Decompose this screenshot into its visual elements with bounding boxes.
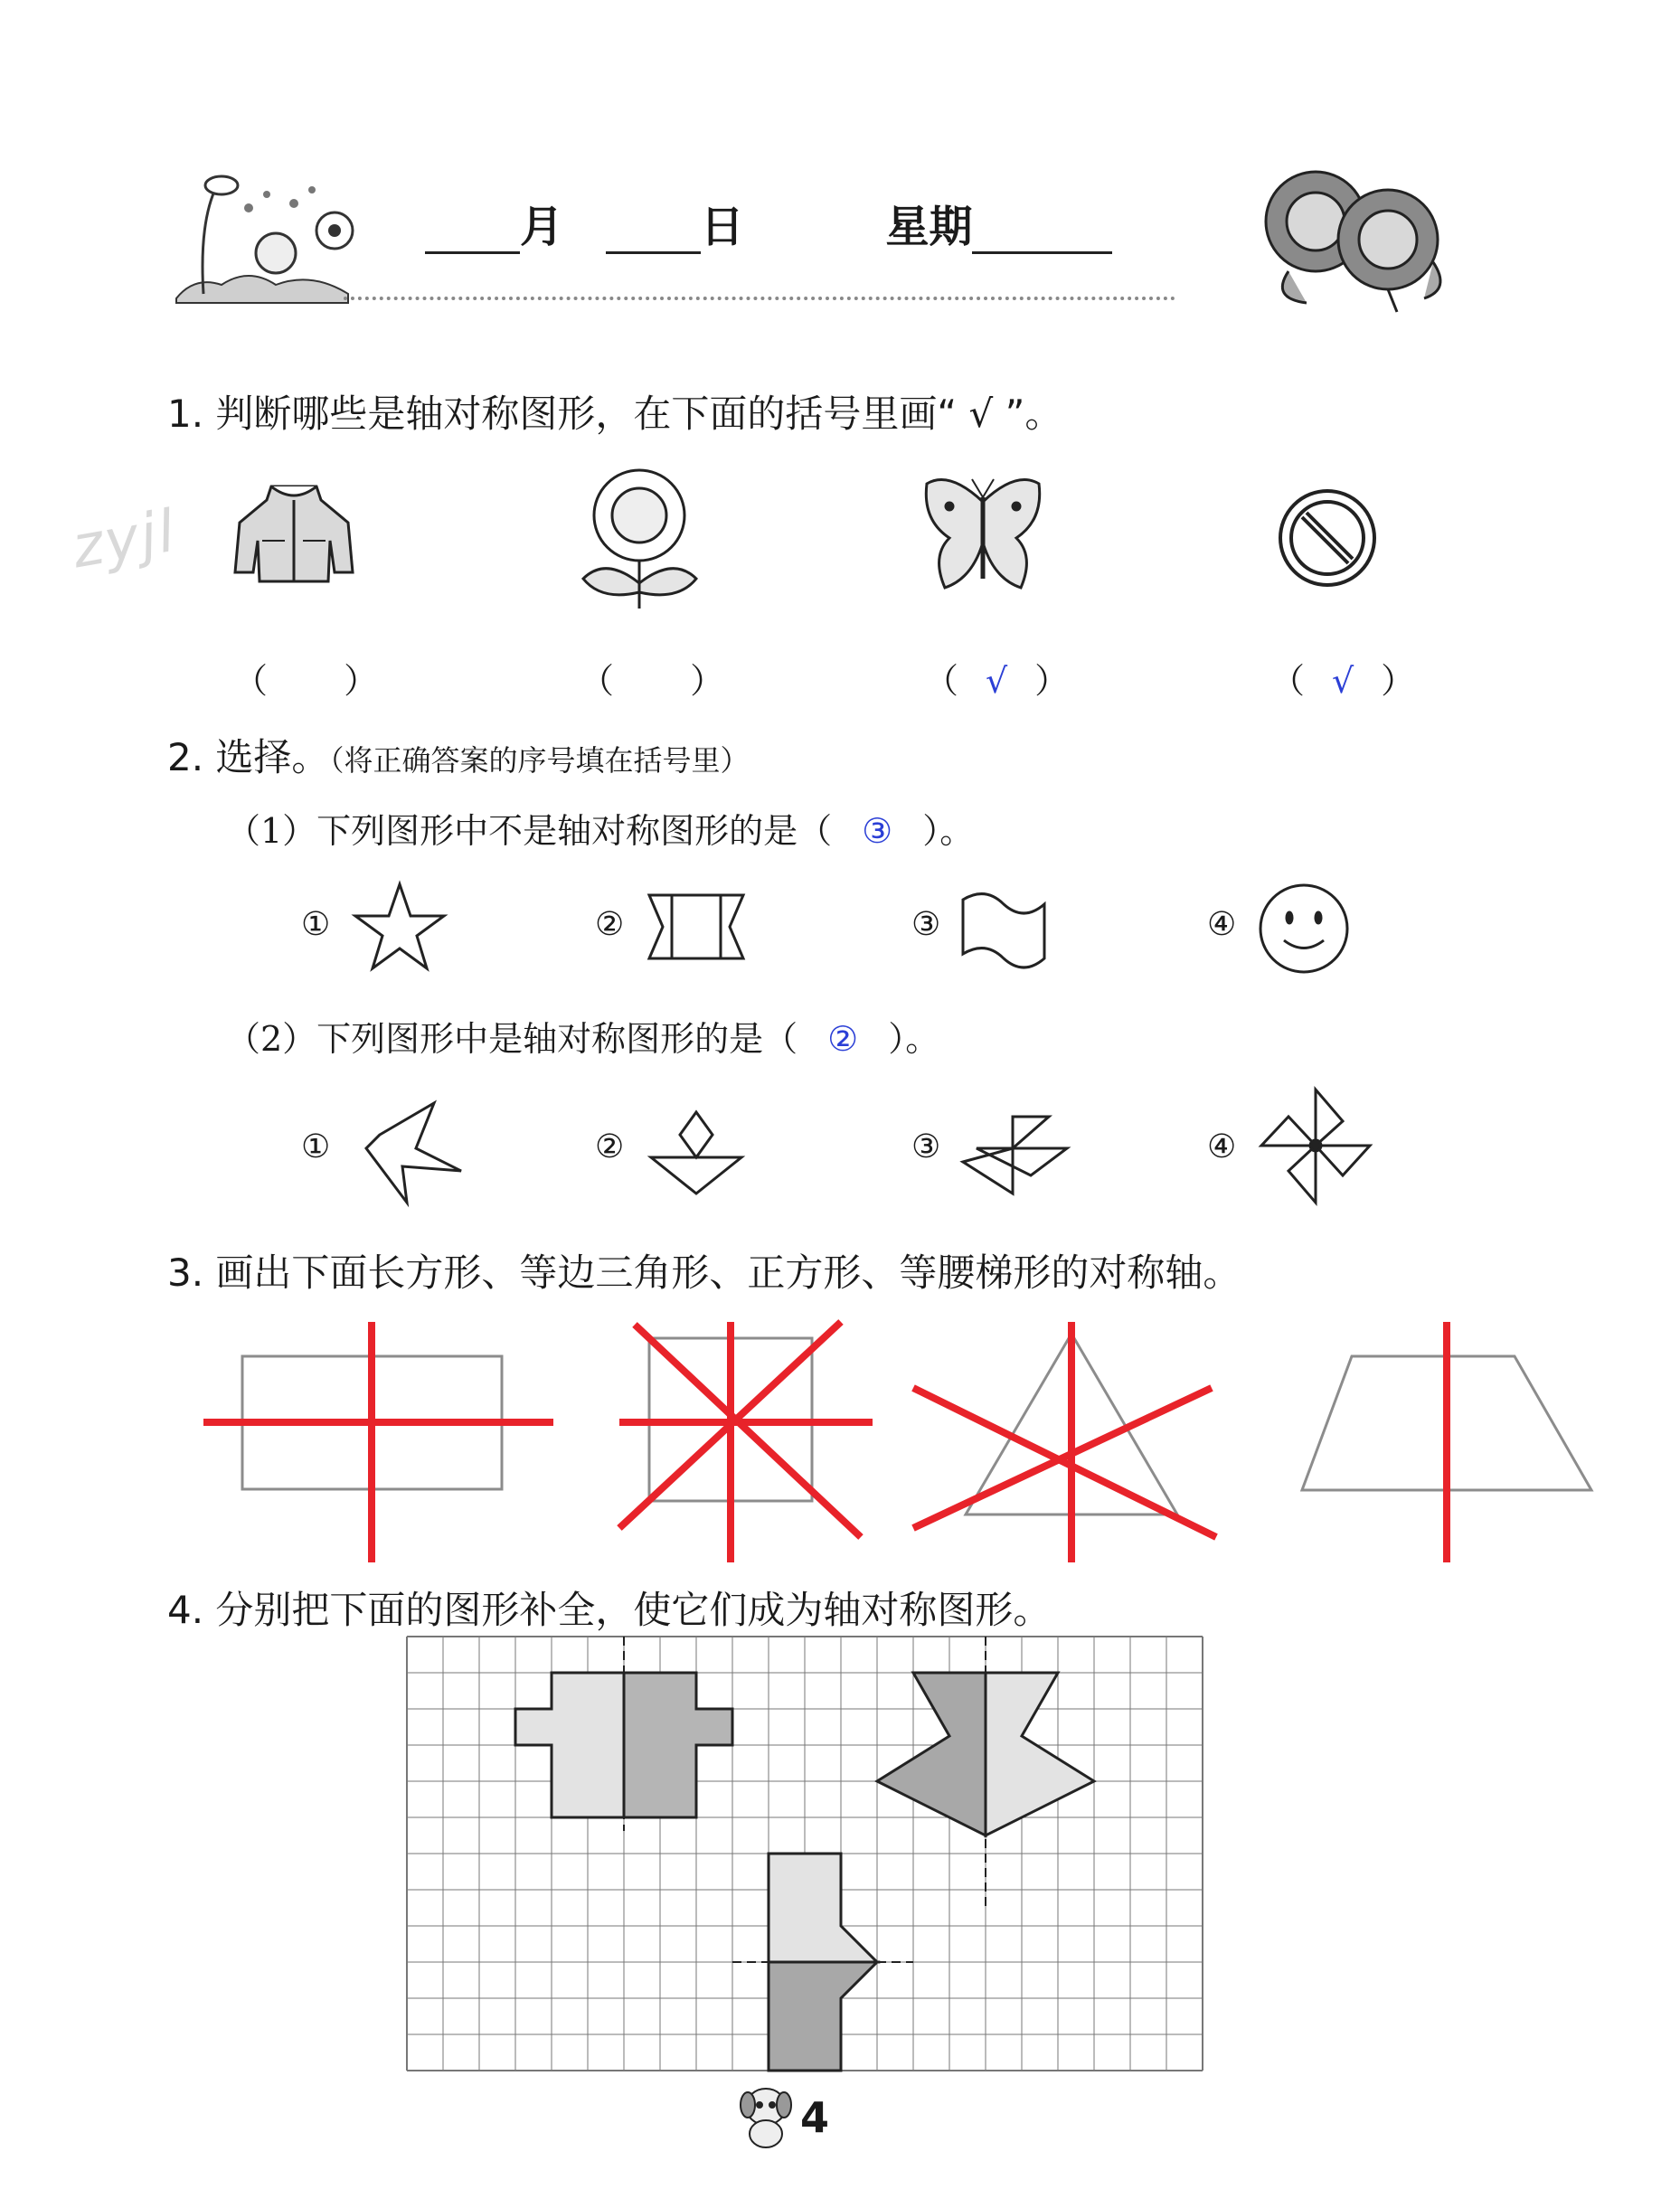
q2-p2-option-3: ③ [911,1128,941,1165]
page-number: 4 [800,2093,830,2142]
shape3-given-half [769,1962,877,2071]
q1-prompt: 1. 判断哪些是轴对称图形，在下面的括号里画“ √ ”。 [167,392,1063,436]
q1-answer-2[interactable]: （ ） [580,661,725,701]
q2-p1-option-3: ③ [911,906,941,943]
dog-mascot-icon [734,2080,798,2152]
square-axis-diagonal-1 [635,1325,861,1537]
q2-part2-answer[interactable]: ② [827,1019,859,1059]
q2-part1-answer[interactable]: ③ [862,811,893,851]
q2-note: （将正确答案的序号填在括号里） [329,743,750,778]
q1-answer-1[interactable]: （ ） [233,661,379,701]
q2-p1-option-1: ① [301,906,331,943]
q2-part2-text: （2）下列图形中是轴对称图形的是（ [226,1019,798,1059]
q2-part1-text: （1）下列图形中不是轴对称图形的是（ [226,811,833,851]
q2-p1-option-2: ② [595,906,625,943]
day-label: 日 [700,202,744,252]
shape1-given-half [624,1673,732,1817]
shape3-completed-half [769,1854,877,1962]
shape2-completed-half [986,1673,1094,1835]
q2-p2-option-4: ④ [1207,1128,1237,1165]
shape1-completed-half [515,1673,624,1817]
q2-p2-option-2: ② [595,1128,625,1165]
q4-shapes [407,1637,1203,2071]
q2-part1-close: ）。 [922,811,975,851]
q2-p1-option-4: ④ [1207,906,1237,943]
weekday-label: 星期 [885,202,973,252]
q2-p2-option-1: ① [301,1128,331,1165]
q4-prompt: 4. 分别把下面的图形补全，使它们成为轴对称图形。 [167,1588,1052,1632]
q3-prompt: 3. 画出下面长方形、等边三角形、正方形、等腰梯形的对称轴。 [167,1250,1241,1295]
q1-answer-4[interactable]: （ √ ） [1270,661,1416,701]
month-label: 月 [520,202,564,252]
q2-part2-close: ）。 [888,1019,940,1059]
shape2-given-half [877,1673,986,1835]
q2-prompt-text: 2. 选择。 [167,735,330,779]
q1-answer-3[interactable]: （ √ ） [924,661,1070,701]
watermark: zyjl [67,497,182,582]
